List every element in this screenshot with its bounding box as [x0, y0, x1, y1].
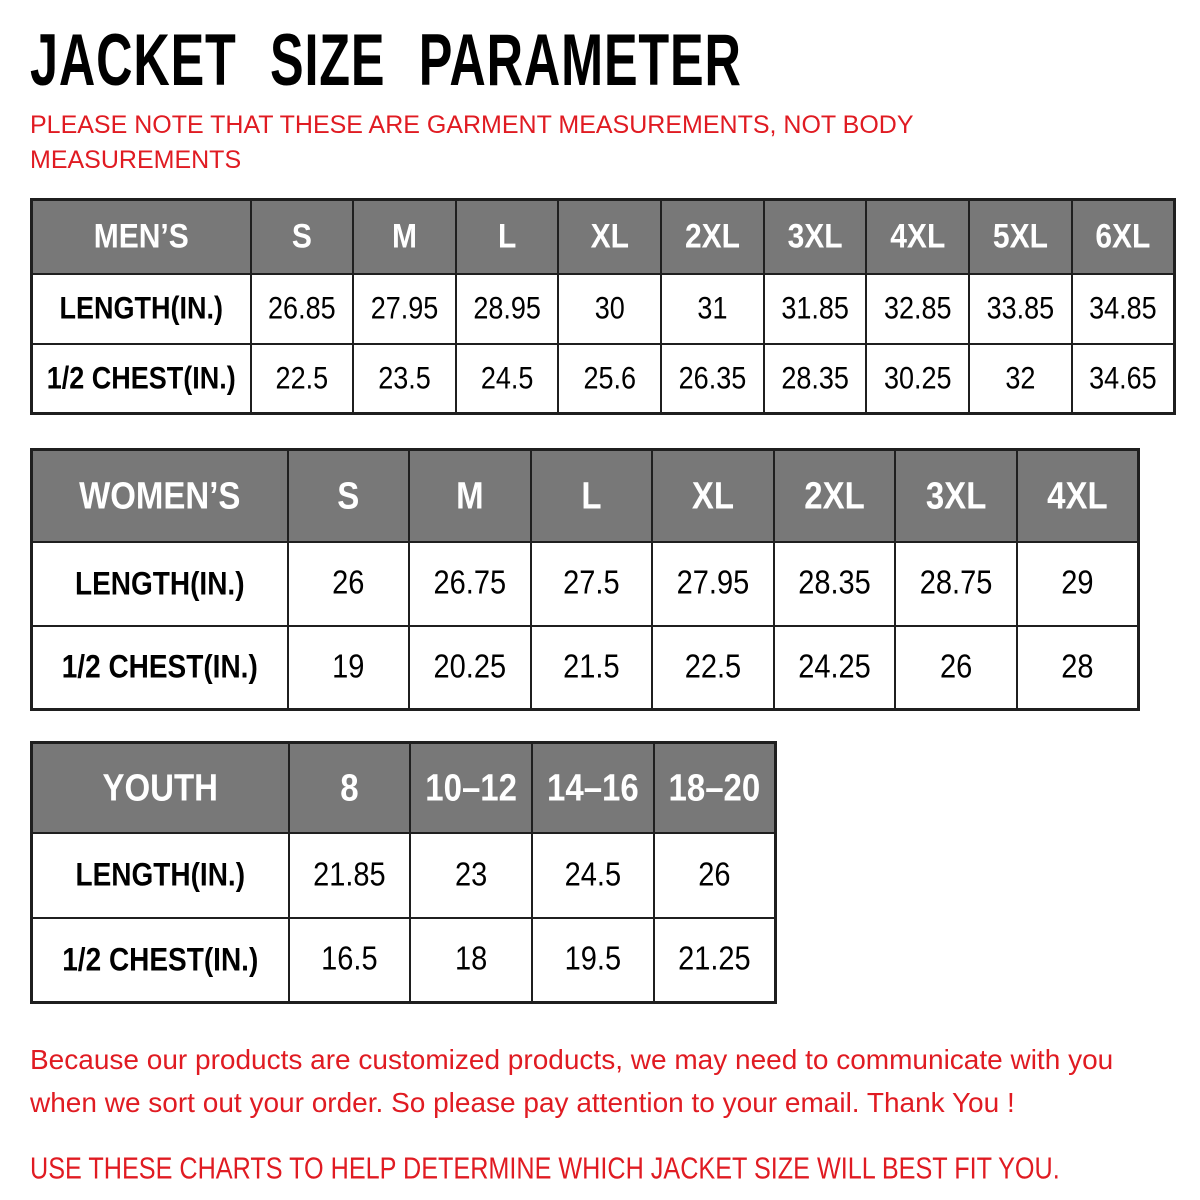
customization-notice: Because our products are customized products, we may need to communicate with you when we sort out your order. So please pay attention to your email. Thank You ! — [30, 1044, 1114, 1119]
size-header-cell — [456, 200, 559, 274]
womens-table-title-cell — [32, 450, 288, 542]
cell-text: 24.25 — [798, 648, 871, 686]
value-cell — [654, 833, 776, 918]
womens-header-row — [32, 450, 1139, 542]
value-cell — [410, 833, 532, 918]
value-cell — [661, 274, 764, 344]
value-cell — [774, 542, 896, 626]
cell-text: 26 — [332, 564, 365, 602]
size-header-cell — [288, 450, 410, 542]
cell-text: 21.85 — [313, 856, 386, 893]
cell-text: 26.35 — [678, 360, 747, 395]
size-header-cell — [531, 450, 653, 542]
cell-text: 31 — [697, 290, 728, 326]
cell-text: 3XL — [925, 473, 987, 517]
row-label-cell — [32, 918, 289, 1003]
row-label-cell — [32, 626, 288, 710]
size-header-cell — [353, 200, 456, 274]
cell-text: LENGTH(IN.) — [74, 565, 245, 601]
cell-text: 1/2 CHEST(IN.) — [62, 941, 259, 977]
cell-text: 32.85 — [883, 290, 952, 326]
cell-text: 3XL — [787, 217, 843, 256]
cell-text: 27.5 — [563, 564, 620, 602]
cell-text: L — [581, 473, 602, 517]
value-cell — [764, 344, 867, 414]
cell-text: 18–20 — [668, 765, 761, 809]
value-cell — [532, 918, 654, 1003]
value-cell — [1072, 344, 1175, 414]
size-header-cell — [410, 743, 532, 833]
cell-text: 2XL — [684, 217, 740, 256]
value-cell — [353, 344, 456, 414]
value-cell — [969, 344, 1072, 414]
size-header-cell — [289, 743, 411, 833]
cell-text: 1/2 CHEST(IN.) — [61, 648, 258, 685]
cell-text: LENGTH(IN.) — [59, 290, 223, 326]
cell-text: S — [337, 473, 360, 517]
value-cell — [774, 626, 896, 710]
youth-length-row — [32, 833, 776, 918]
value-cell — [652, 542, 774, 626]
cell-text: 26 — [939, 648, 973, 686]
cell-text: 30 — [594, 290, 625, 326]
cell-text: L — [497, 217, 517, 256]
value-cell — [895, 542, 1017, 626]
cell-text: 28.35 — [798, 564, 871, 602]
cell-text: 29 — [1061, 564, 1094, 602]
chart-usage-note-text: USE THESE CHARTS TO HELP DETERMINE WHICH JACKET SIZE WILL BEST FIT YOU. — [30, 1151, 1060, 1185]
cell-text: 24.5 — [564, 856, 622, 893]
value-cell — [251, 274, 354, 344]
value-cell — [532, 833, 654, 918]
cell-text: WOMEN’S — [79, 473, 241, 517]
cell-text: 6XL — [1095, 217, 1151, 256]
size-header-cell — [895, 450, 1017, 542]
cell-text: 16.5 — [321, 940, 378, 978]
cell-text: M — [456, 473, 484, 517]
cell-text: 5XL — [992, 217, 1048, 256]
page-title-text: JACKET SIZE PARAMETER — [30, 19, 742, 101]
cell-text: XL — [691, 473, 735, 517]
value-cell — [409, 542, 531, 626]
cell-text: 21.25 — [678, 940, 751, 978]
value-cell — [456, 344, 559, 414]
cell-text: 27.95 — [676, 564, 750, 602]
cell-text: 28.95 — [473, 290, 541, 326]
value-cell — [558, 344, 661, 414]
mens-length-row — [32, 274, 1175, 344]
size-header-cell — [1017, 450, 1139, 542]
youth-table-title-cell — [32, 743, 289, 833]
value-cell — [409, 626, 531, 710]
value-cell — [652, 626, 774, 710]
cell-text: 34.65 — [1089, 360, 1157, 395]
cell-text: 22.5 — [684, 648, 742, 686]
cell-text: XL — [590, 217, 629, 256]
value-cell — [353, 274, 456, 344]
cell-text: 4XL — [890, 217, 946, 256]
cell-text: 28.75 — [919, 564, 993, 602]
cell-text: 26 — [698, 856, 731, 893]
value-cell — [895, 626, 1017, 710]
value-cell — [288, 542, 410, 626]
size-header-cell — [409, 450, 531, 542]
cell-text: 1/2 CHEST(IN.) — [46, 360, 236, 395]
cell-text: 28.35 — [781, 360, 849, 395]
cell-text: 8 — [340, 765, 359, 809]
womens-length-row — [32, 542, 1139, 626]
youth-chest-row — [32, 918, 776, 1003]
value-cell — [289, 833, 411, 918]
row-label-cell — [32, 833, 289, 918]
cell-text: 26.75 — [433, 564, 507, 602]
value-cell — [1017, 626, 1139, 710]
youth-size-table — [30, 741, 777, 1004]
value-cell — [531, 626, 653, 710]
size-header-cell — [654, 743, 776, 833]
size-header-cell — [764, 200, 867, 274]
cell-text: 4XL — [1047, 473, 1108, 517]
size-header-cell — [652, 450, 774, 542]
page-title — [30, 19, 1170, 101]
size-header-cell — [661, 200, 764, 274]
cell-text: YOUTH — [102, 765, 218, 809]
size-header-cell — [532, 743, 654, 833]
cell-text: 14–16 — [546, 765, 639, 809]
cell-text: 25.6 — [583, 360, 637, 395]
cell-text: 31.85 — [781, 290, 849, 326]
cell-text: 33.85 — [986, 290, 1055, 326]
cell-text: 34.85 — [1089, 290, 1157, 326]
chart-usage-note — [30, 1153, 1170, 1193]
size-header-cell — [774, 450, 896, 542]
womens-size-table — [30, 448, 1140, 711]
value-cell — [410, 918, 532, 1003]
value-cell — [866, 344, 969, 414]
cell-text: 19.5 — [564, 940, 622, 978]
cell-text: 19 — [332, 648, 365, 686]
value-cell — [289, 918, 411, 1003]
value-cell — [251, 344, 354, 414]
garment-measurement-note: PLEASE NOTE THAT THESE ARE GARMENT MEASUREMENTS, NOT BODY MEASUREMENTS — [30, 111, 914, 174]
cell-text: 2XL — [804, 473, 865, 517]
mens-table-title-cell — [32, 200, 251, 274]
value-cell — [558, 274, 661, 344]
size-header-cell — [251, 200, 354, 274]
cell-text: 20.25 — [433, 648, 507, 686]
cell-text: 21.5 — [563, 648, 620, 686]
row-label-cell — [32, 344, 251, 414]
cell-text: 32 — [1005, 360, 1036, 395]
cell-text: 24.5 — [480, 360, 534, 395]
row-label-cell — [32, 542, 288, 626]
value-cell — [969, 274, 1072, 344]
size-header-cell — [558, 200, 661, 274]
cell-text: M — [391, 217, 417, 256]
mens-size-table — [30, 198, 1176, 415]
cell-text: S — [291, 217, 312, 256]
value-cell — [456, 274, 559, 344]
cell-text: 23.5 — [378, 360, 431, 395]
value-cell — [288, 626, 410, 710]
cell-text: 10–12 — [425, 765, 517, 809]
value-cell — [1017, 542, 1139, 626]
row-label-cell — [32, 274, 251, 344]
cell-text: 26.85 — [268, 290, 336, 326]
mens-header-row — [32, 200, 1175, 274]
womens-chest-row — [32, 626, 1139, 710]
size-header-cell — [1072, 200, 1175, 274]
mens-chest-row — [32, 344, 1175, 414]
cell-text: 28 — [1061, 648, 1094, 686]
cell-text: LENGTH(IN.) — [75, 856, 246, 893]
size-header-cell — [866, 200, 969, 274]
value-cell — [1072, 274, 1175, 344]
cell-text: 30.25 — [883, 360, 952, 395]
value-cell — [866, 274, 969, 344]
value-cell — [764, 274, 867, 344]
cell-text: 23 — [454, 856, 488, 893]
cell-text: 18 — [454, 940, 488, 978]
cell-text: 22.5 — [275, 360, 329, 395]
cell-text: MEN’S — [93, 217, 189, 256]
size-header-cell — [969, 200, 1072, 274]
value-cell — [654, 918, 776, 1003]
value-cell — [661, 344, 764, 414]
cell-text: 27.95 — [370, 290, 439, 326]
youth-header-row — [32, 743, 776, 833]
value-cell — [531, 542, 653, 626]
